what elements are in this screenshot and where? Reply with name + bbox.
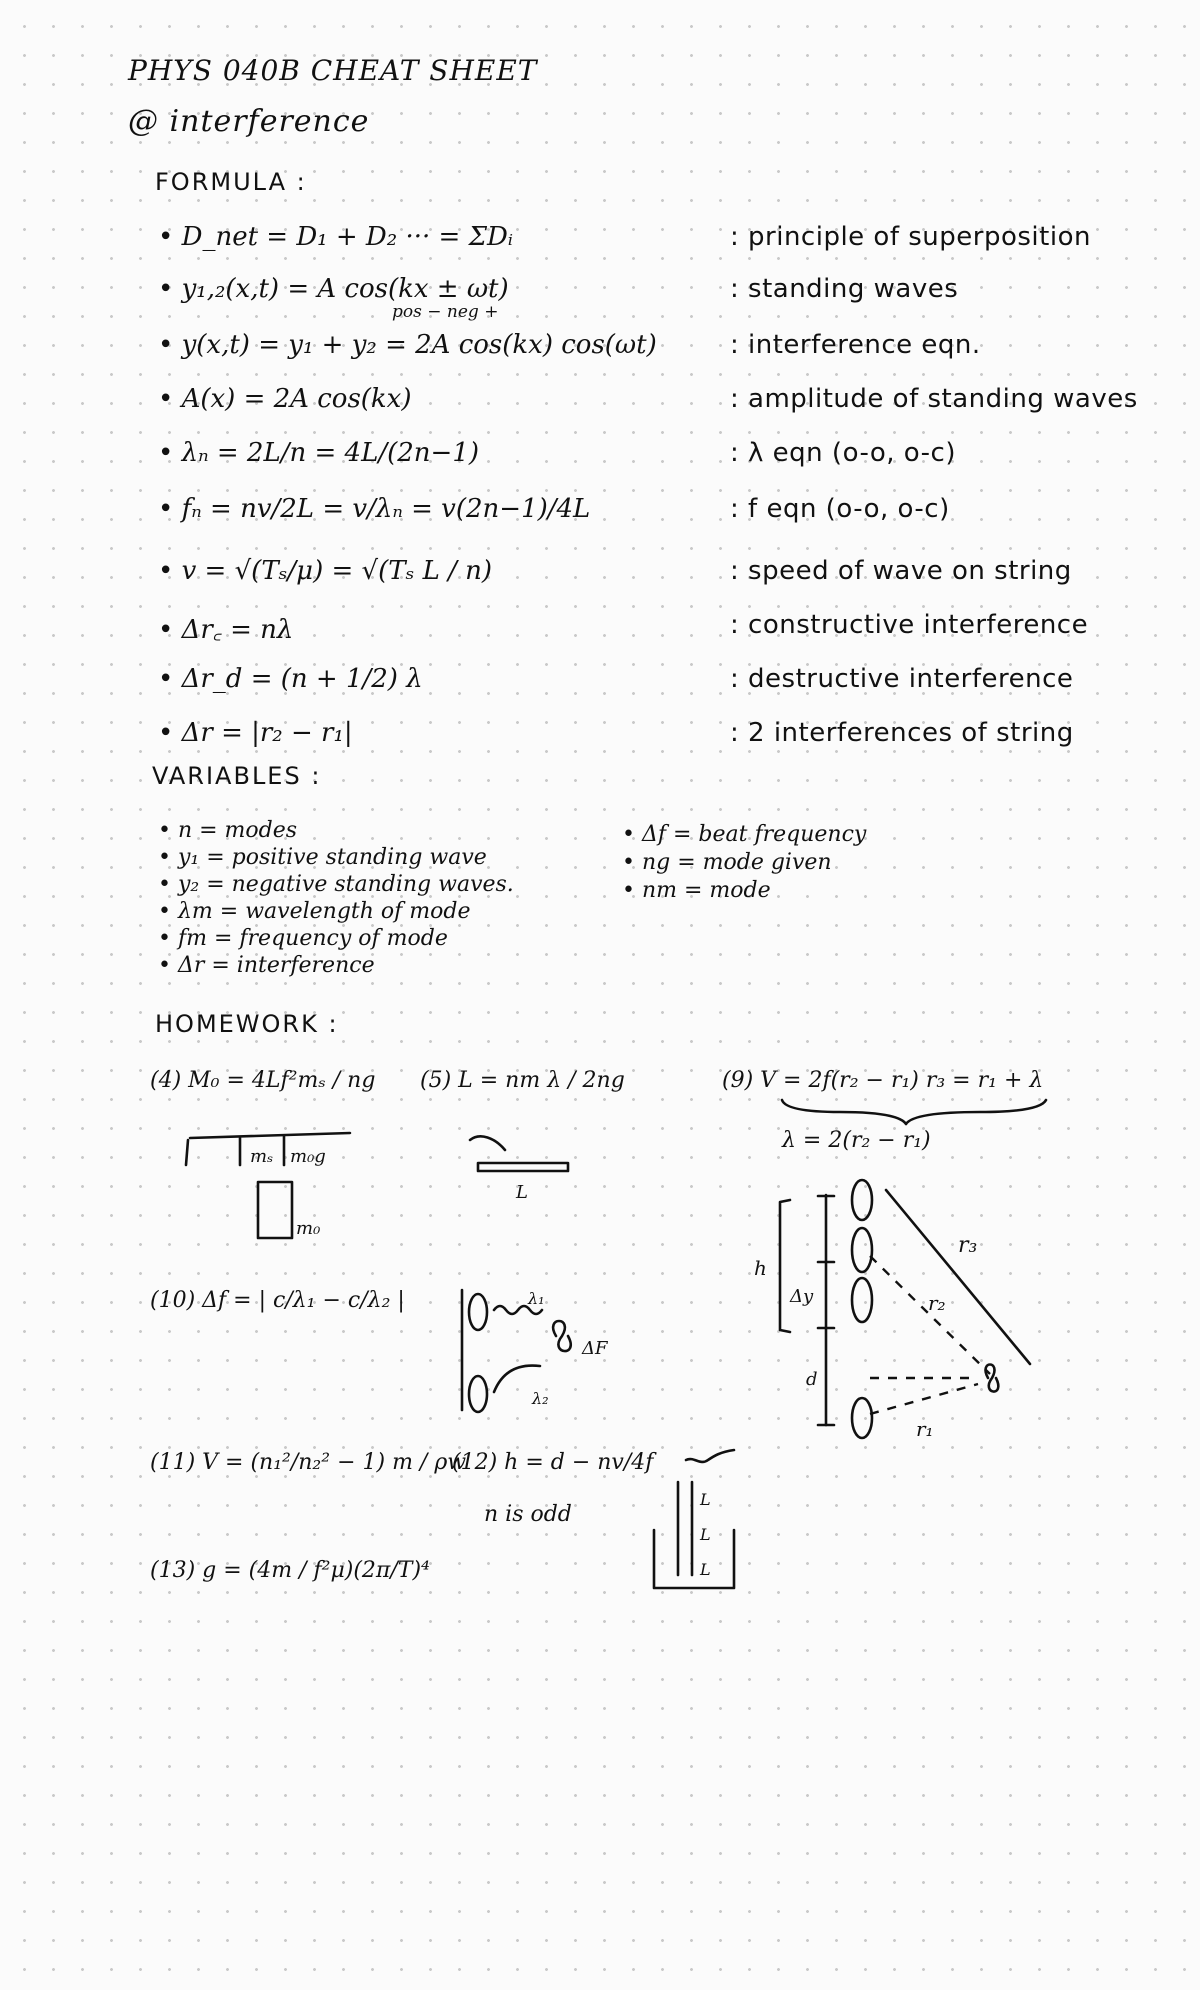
variables-heading: VARIABLES : — [152, 762, 322, 790]
formula-desc-wavelength: : λ eqn (o-o, o-c) — [730, 438, 956, 468]
variable-item: • Δf = beat frequency — [622, 822, 867, 847]
rod-diagram — [470, 1136, 568, 1203]
lambda1-label: λ₁ — [528, 1289, 545, 1308]
formula-path-difference: • Δr = |r₂ − r₁| — [158, 718, 353, 748]
tube-length-label: L — [700, 1490, 711, 1509]
formula-desc-interference: : interference eqn. — [730, 330, 981, 360]
pulley-mass-diagram — [186, 1133, 350, 1239]
rod-length-label: L — [516, 1182, 528, 1203]
hw-problem-12: (12) h = d − nv/4f — [452, 1450, 654, 1475]
variable-item: • Δr = interference — [158, 953, 375, 978]
variable-item: • fm = frequency of mode — [158, 926, 448, 951]
variable-item: • n = modes — [158, 818, 298, 843]
hw-problem-13: (13) g = (4m / f²μ)(2π/T)⁴ — [150, 1558, 430, 1583]
formula-desc-destructive: : destructive interference — [730, 664, 1074, 694]
page-title: PHYS 040B CHEAT SHEET — [128, 54, 538, 87]
r1-label: r₁ — [916, 1417, 934, 1441]
hw-problem-9: (9) V = 2f(r₂ − r₁) r₃ = r₁ + λ — [722, 1068, 1044, 1093]
formula-superposition: • D_net = D₁ + D₂ ··· = ΣDᵢ — [158, 222, 514, 252]
formula-desc-amplitude: : amplitude of standing waves — [730, 384, 1138, 414]
formula-desc-frequency: : f eqn (o-o, o-c) — [730, 494, 950, 524]
formula-desc-standing-waves: : standing waves — [730, 274, 959, 304]
hw-problem-11: (11) V = (n₁²/n₂² − 1) m / ρw — [150, 1450, 467, 1475]
formula-desc-constructive: : constructive interference — [730, 610, 1089, 640]
tube-length-label: L — [700, 1525, 711, 1544]
brace-mark — [782, 1100, 1046, 1124]
formula-heading: FORMULA : — [155, 168, 307, 196]
hw-problem-5: (5) L = nm λ / 2ng — [420, 1068, 625, 1093]
lambda2-label: λ₂ — [532, 1389, 549, 1408]
formula-destructive: • Δr_d = (n + 1/2) λ — [158, 664, 423, 694]
variable-item: • y₁ = positive standing wave — [158, 845, 487, 870]
variable-item: • nm = mode — [622, 878, 771, 903]
formula-desc-wave-speed: : speed of wave on string — [730, 556, 1072, 586]
mass-ms-label: mₛ — [250, 1146, 274, 1167]
topic-heading: @ interference — [128, 104, 370, 139]
formula-sign-note: pos − neg + — [392, 302, 499, 322]
variable-item: • y₂ = negative standing waves. — [158, 872, 514, 897]
formula-standing-waves: • y₁,₂(x,t) = A cos(kx ± ωt) — [158, 274, 509, 304]
variable-item: • λm = wavelength of mode — [158, 899, 471, 924]
r3-label: r₃ — [958, 1233, 978, 1258]
formula-constructive: • Δr꜀ = nλ — [158, 615, 294, 645]
resonance-tube-diagram — [654, 1450, 734, 1588]
variable-item: • ng = mode given — [622, 850, 832, 875]
speaker-interference-diagram — [754, 1180, 1030, 1441]
delta-f-label: ΔF — [582, 1338, 608, 1359]
beat-frequency-diagram — [462, 1289, 609, 1412]
formula-desc-superposition: : principle of superposition — [730, 222, 1091, 252]
formula-wavelength: • λₙ = 2L/n = 4L/(2n−1) — [158, 438, 480, 468]
weight-label: m₀g — [290, 1146, 326, 1167]
distance-d-label: d — [806, 1369, 818, 1390]
r2-label: r₂ — [928, 1291, 946, 1315]
height-h-label: h — [754, 1256, 767, 1280]
formula-desc-path-difference: : 2 interferences of string — [730, 718, 1074, 748]
tube-length-label: L — [700, 1560, 711, 1579]
formula-amplitude: • A(x) = 2A cos(kx) — [158, 384, 412, 414]
hw-problem-10: (10) Δf = | c/λ₁ − c/λ₂ | — [150, 1288, 405, 1313]
hw-problem-12-note: n is odd — [484, 1502, 572, 1527]
homework-heading: HOMEWORK : — [155, 1010, 339, 1038]
mass-m0-label: m₀ — [296, 1218, 321, 1239]
hw-problem-9-wavelength: λ = 2(r₂ − r₁) — [782, 1128, 931, 1153]
delta-y-label: Δy — [790, 1286, 814, 1307]
formula-frequency: • fₙ = nv/2L = v/λₙ = v(2n−1)/4L — [158, 494, 591, 524]
formula-interference: • y(x,t) = y₁ + y₂ = 2A cos(kx) cos(ωt) — [158, 330, 657, 360]
hw-problem-4: (4) M₀ = 4Lf²mₛ / ng — [150, 1068, 376, 1093]
formula-wave-speed: • v = √(Tₛ/μ) = √(Tₛ L / n) — [158, 556, 493, 586]
